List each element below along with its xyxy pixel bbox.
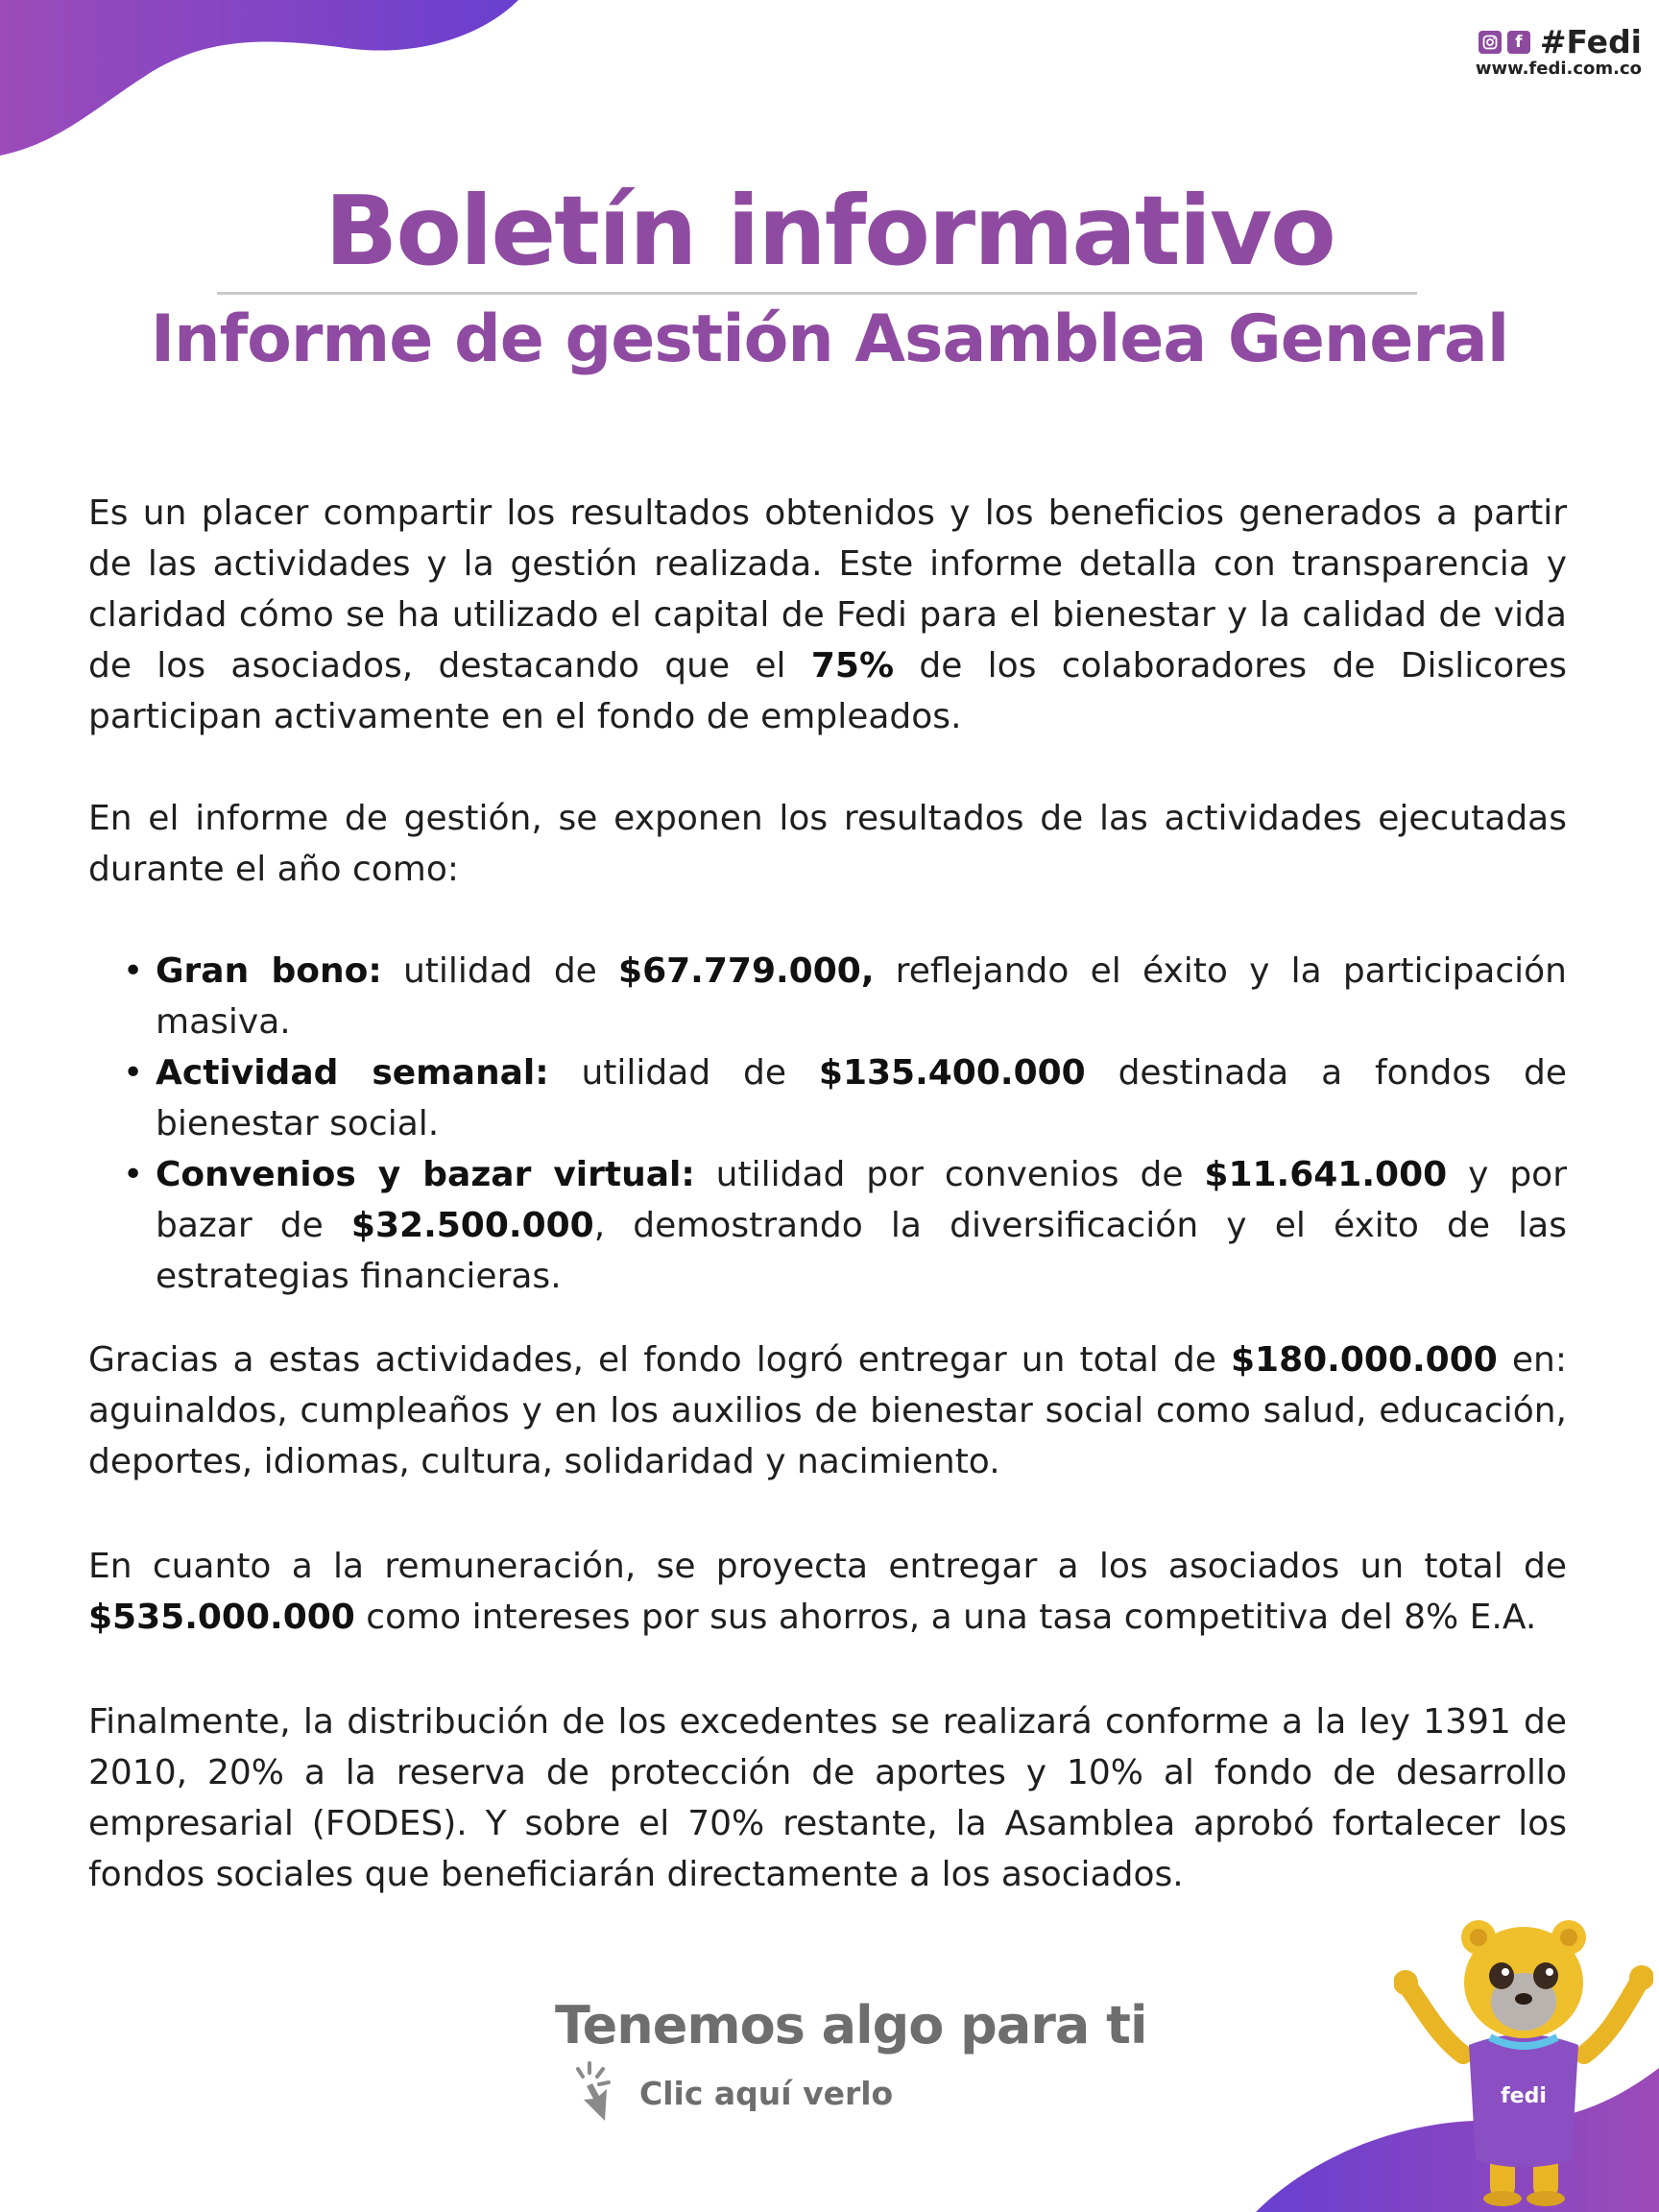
activities-intro-paragraph: En el informe de gestión, se exponen los resultados de las actividades ejecutadas durante el año como: <box>88 799 1567 889</box>
bulletin-body <box>88 488 1567 1900</box>
brand-url[interactable]: www.fedi.com.co <box>1475 59 1642 79</box>
instagram-icon[interactable] <box>1479 31 1502 54</box>
brand-hashtag: #Fedi <box>1539 23 1642 60</box>
activities-list <box>88 946 1567 1302</box>
cursor-click-icon[interactable] <box>555 2057 622 2128</box>
mascot-shirt-text: fedi <box>1501 2084 1547 2108</box>
cta-title[interactable]: Tenemos algo para ti <box>555 1995 1147 2056</box>
brand-corner <box>1476 23 1642 79</box>
list-item-actividad-semanal: • Actividad semanal: utilidad de $135.400.000 destinada a fondos de bienestar social. <box>156 1047 1567 1149</box>
intro-paragraph: Es un placer compartir los resultados obtenidos y los beneficios generados a partir de las actividades y la gestión realizada. Este informe detalla con transparencia y claridad cómo se ha utilizado el capital de Fedi para el bienestar y la calidad de vida de los asociados, destacando que el 75% de los colaboradores de Dislicores participan activamente en el fondo de empleados. <box>88 493 1568 736</box>
surplus-paragraph: Finalmente, la distribución de los excedentes se realizará conforme a la ley 1391 de 2010, 20% a la reserva de protección de aportes y 10% al fondo de desarrollo empresarial (FODES). Y sobre el 70% restante, la Asamblea aprobó fortalecer los fondos sociales que beneficiarán directamente a los asociados. <box>88 1702 1567 1894</box>
title-divider <box>217 292 1417 295</box>
page-title: Boletín informativo <box>325 175 1334 287</box>
top-left-purple-wave <box>0 0 518 163</box>
mascot-illustration <box>1394 1911 1653 2208</box>
facebook-icon[interactable]: f <box>1507 31 1530 54</box>
cta-link[interactable]: Clic aquí verlo <box>639 2074 894 2112</box>
list-item-convenios-bazar: • Convenios y bazar virtual: utilidad por convenios de $11.641.000 y por bazar de $32.500.000, demostrando la diversificación y el éxito de las estrategias financieras. <box>156 1149 1567 1302</box>
cta-block[interactable] <box>555 1995 1146 2128</box>
list-item-gran-bono: • Gran bono: utilidad de $67.779.000, reflejando el éxito y la participación masiva. <box>156 946 1567 1047</box>
deliveries-paragraph: Gracias a estas actividades, el fondo logró entregar un total de $180.000.000 en: aguinaldos, cumpleaños y en los auxilios de bienestar social como salud, educación, deportes, idiomas, cultura, solidaridad y nacimiento. <box>88 1340 1567 1481</box>
page-subtitle: Informe de gestión Asamblea General <box>150 301 1509 377</box>
remuneration-paragraph: En cuanto a la remuneración, se proyecta entregar a los asociados un total de $535.000.000 como intereses por sus ahorros, a una tasa competitiva del 8% E.A. <box>88 1547 1567 1637</box>
